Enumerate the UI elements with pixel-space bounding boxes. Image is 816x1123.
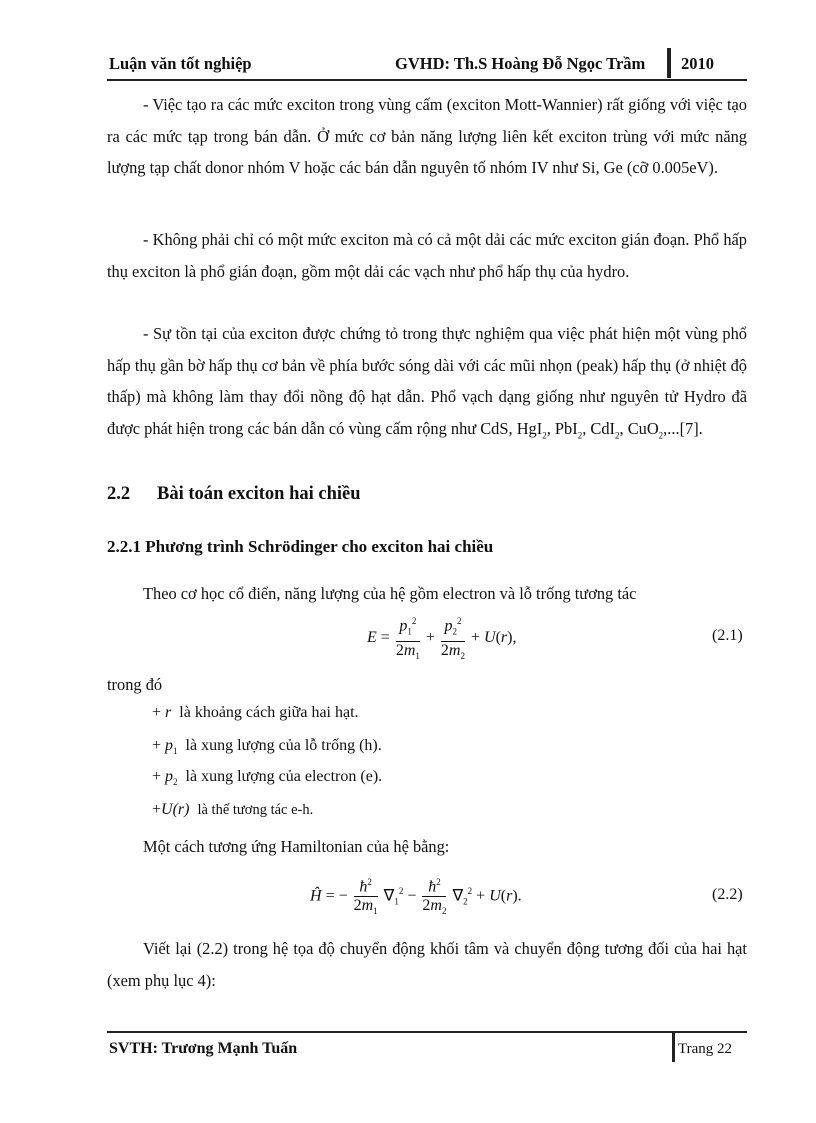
- definition-p2: + $p_2$ là xung lượng của electron (e).: [152, 768, 383, 788]
- hamiltonian-intro: Một cách tương ứng Hamiltonian của hệ bằng:: [143, 837, 450, 856]
- header-divider: [667, 48, 671, 78]
- paragraph-discrete-levels: - Không phải chỉ có một mức exciton mà có cả một dải các mức exciton gián đoạn. Phổ hấp thụ exciton là phổ gián đoạn, gồm một dải các vạch như phổ hấp thụ của hydro.: [107, 230, 747, 281]
- definition-r: + r là khoảng cách giữa hai hạt.: [152, 704, 359, 721]
- compound-hgi2: HgI$_2$: [516, 418, 547, 441]
- header-rule: [107, 79, 747, 81]
- definition-u: +U(r) là thế tương tác e-h.: [152, 801, 314, 818]
- compound-cuo2: CuO$_2$: [627, 418, 664, 441]
- footer-student: SVTH: Trương Mạnh Tuấn: [109, 1040, 298, 1057]
- equation-energy: E = $\frac{p_1^2}{2m_1}$ + $\frac{p_2^2}{2m_2}$ + U(r),: [367, 612, 516, 665]
- compound-cdi2: CdI$_2$: [590, 418, 620, 441]
- subsection-title: Phương trình Schrödinger cho exciton hai chiều: [145, 537, 494, 556]
- equation-number-2-1: (2.1): [712, 627, 743, 644]
- section-number: 2.2: [107, 484, 131, 504]
- header-year: 2010: [681, 54, 714, 73]
- subsection-heading: [107, 537, 493, 557]
- paragraph-rewrite: Viết lại (2.2) trong hệ tọa độ chuyển động khối tâm và chuyển động tương đối của hai hạt (xem phụ lục 4):: [107, 939, 747, 990]
- p3-text: - Sự tồn tại của exciton được chứng tỏ trong thực nghiệm qua việc phát hiện một vùng phổ hấp thụ gần bờ hấp thụ cơ bản về phía bước sóng dài với các mũi nhọn (peak) hấp thụ (ở nhiệt độ thấp) mà không làm thay đổi nồng độ hạt dẫn. Phổ vạch dạng giống như nguyên tử Hydro đã được phát hiện trong các bán dẫn có vùng cấm rộng như CdS,: [107, 324, 747, 438]
- compound-pbi2: PbI$_2$: [554, 418, 583, 441]
- subsection-number: 2.2.1: [107, 537, 141, 556]
- footer-divider: [672, 1033, 675, 1062]
- footer-rule: [107, 1031, 747, 1033]
- paragraph-mott-wannier: - Việc tạo ra các mức exciton trong vùng cấm (exciton Mott-Wannier) rất giống với việc tạo ra các mức tạp trong bán dẫn. Ở mức cơ bản năng lượng liên kết exciton trùng với mức năng lượng tạp chất donor nhóm V hoặc các bán dẫn nguyên tố nhóm IV như Si, Ge (cỡ 0.005eV).: [107, 95, 747, 178]
- definition-p1: + $p_1$ là xung lượng của lỗ trống (h).: [152, 737, 382, 757]
- p3-tail: ,...[7].: [663, 418, 703, 438]
- footer-page-number: Trang 22: [678, 1041, 733, 1057]
- section-title: Bài toán exciton hai chiều: [157, 484, 361, 504]
- equation-hamiltonian: Ĥ = − $\frac{ħ^2}{2m_1}$ $\nabla_1^2$ − $\frac{ħ^2}{2m_2}$ $\nabla_2^2 + U(r)$.: [310, 873, 522, 921]
- energy-intro: Theo cơ học cổ điển, năng lượng của hệ gồm electron và lỗ trống tương tác: [143, 584, 637, 603]
- page-header: [107, 48, 747, 82]
- header-thesis-label: Luận văn tốt nghiệp: [109, 54, 252, 73]
- paragraph-experimental-evidence: - Sự tồn tại của exciton được chứng tỏ trong thực nghiệm qua việc phát hiện một vùng phổ hấp thụ gần bờ hấp thụ cơ bản về phía bước sóng dài với các mũi nhọn (peak) hấp thụ (ở nhiệt độ thấp) mà không làm thay đổi nồng độ hạt dẫn. Phổ vạch dạng giống như nguyên tử Hydro đã được phát hiện trong các bán dẫn có vùng cấm rộng như CdS, HgI$_2$, PbI$_2$, CdI$_2$, CuO$_2$,...[7].: [107, 324, 747, 441]
- section-heading: [107, 484, 361, 505]
- header-advisor: GVHD: Th.S Hoàng Đỗ Ngọc Trầm: [395, 54, 646, 73]
- where-label: trong đó: [107, 675, 163, 694]
- equation-number-2-2: (2.2): [712, 886, 743, 903]
